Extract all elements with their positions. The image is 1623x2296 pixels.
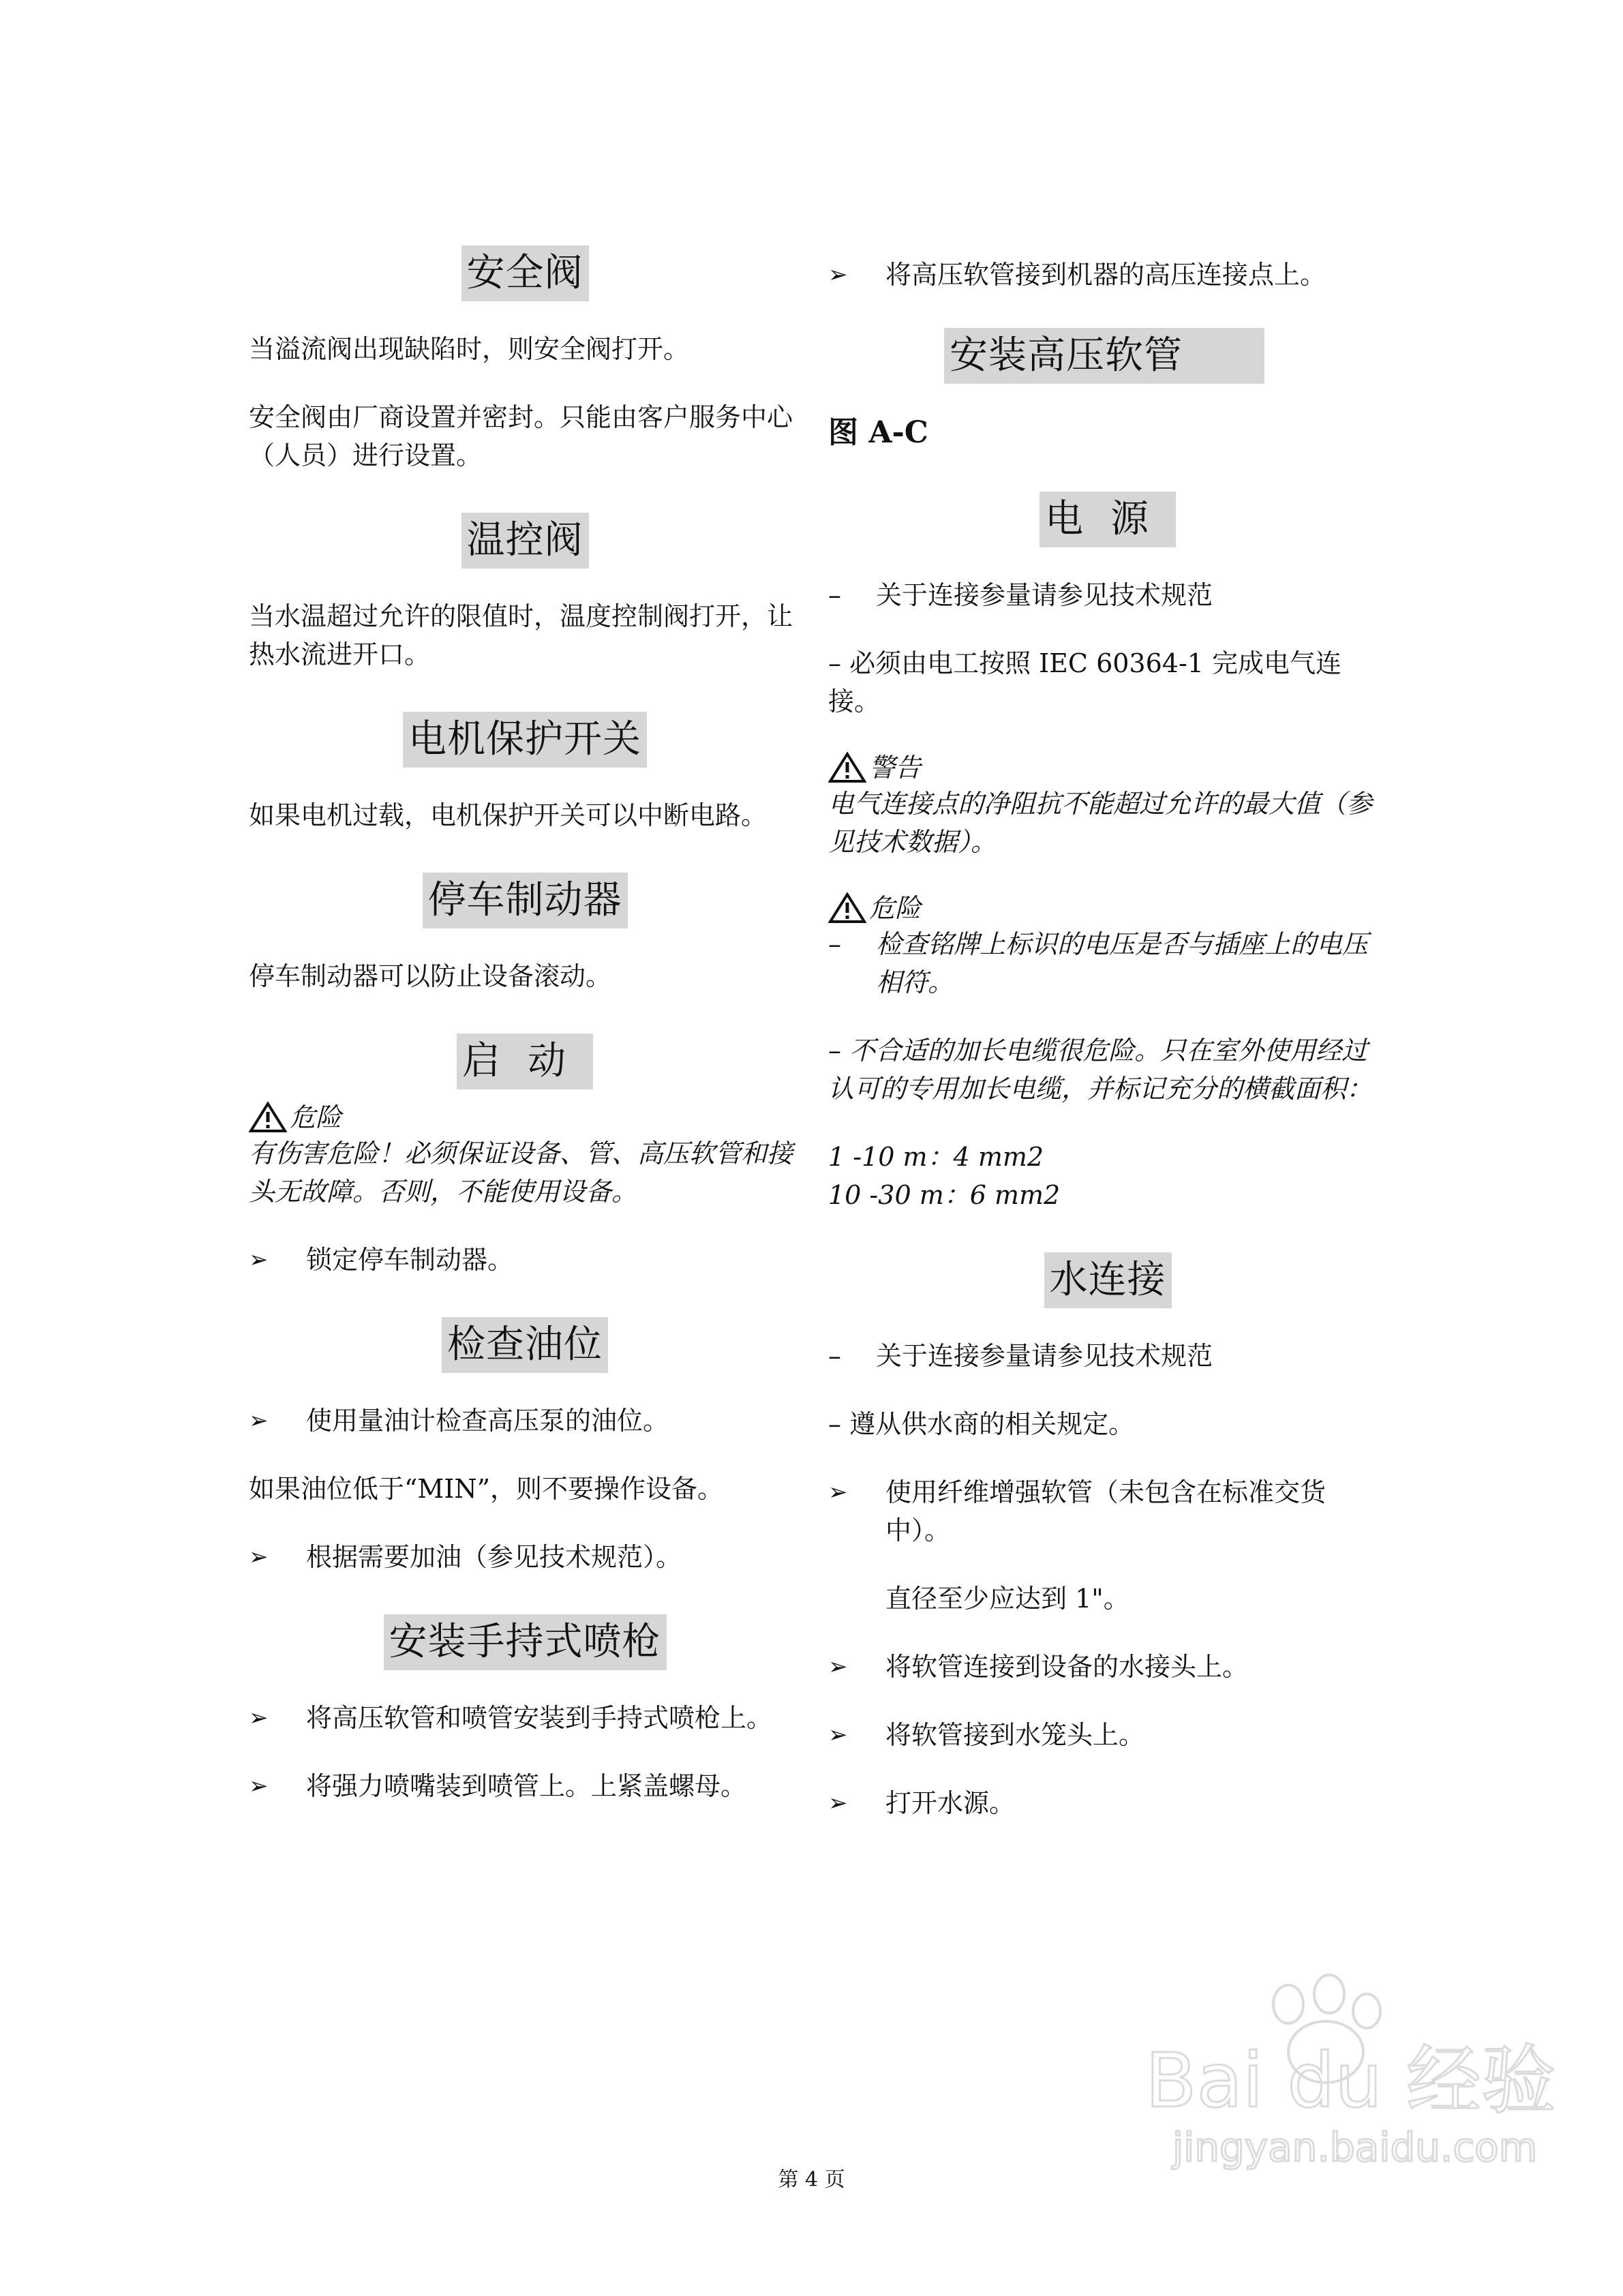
heading-safety-valve: 安全阀 bbox=[461, 245, 589, 301]
bullet-item: ➢ 锁定停车制动器。 bbox=[249, 1241, 801, 1279]
danger-notice-title bbox=[249, 1100, 801, 1134]
heading-oil-level: 检查油位 bbox=[442, 1317, 608, 1373]
dash-item: – 关于连接参量请参见技术规范 bbox=[828, 1341, 1213, 1371]
bullet-item: ➢ 将高压软管和喷管安装到手持式喷枪上。 bbox=[249, 1699, 801, 1737]
bullet-arrow-icon: ➢ bbox=[249, 1704, 269, 1732]
heading-start: 启动 bbox=[457, 1033, 593, 1089]
bullet-arrow-icon: ➢ bbox=[249, 1246, 269, 1273]
bullet-item: ➢ 将高压软管接到机器的高压连接点上。 bbox=[828, 256, 1387, 294]
paragraph: 当水温超过允许的限值时，温度控制阀打开，让热水流进开口。 bbox=[249, 601, 793, 669]
heading-water-connection: 水连接 bbox=[1044, 1252, 1172, 1308]
paragraph: 安全阀由厂商设置并密封。只能由客户服务中心（人员）进行设置。 bbox=[249, 402, 793, 470]
section-parking-brake bbox=[249, 873, 801, 995]
warning-notice-title bbox=[828, 751, 1387, 785]
danger-text: – 不合适的加长电缆很危险。只在室外使用经过认可的专用加长电缆，并标记充分的横截面积： bbox=[828, 1036, 1373, 1104]
watermark-brand: Bai du 经验 bbox=[1145, 2037, 1556, 2124]
section-thermo-valve bbox=[249, 513, 801, 674]
section-water-connection bbox=[828, 1252, 1387, 1822]
warning-triangle-icon bbox=[828, 752, 866, 783]
bullet-item: ➢ 使用纤维增强软管（未包含在标准交货中）。 bbox=[828, 1473, 1387, 1550]
bullet-arrow-icon: ➢ bbox=[249, 1543, 269, 1571]
cable-spec: 1 -10 m：4 mm2 bbox=[828, 1142, 1044, 1172]
section-install-hose bbox=[828, 328, 1387, 453]
bullet-item: ➢ 将强力喷嘴装到喷管上。上紧盖螺母。 bbox=[249, 1767, 801, 1805]
figure-reference: 图 A-C bbox=[828, 415, 928, 450]
indented-note: 直径至少应达到 1"。 bbox=[885, 1584, 1129, 1614]
warning-triangle-icon bbox=[828, 892, 866, 924]
bullet-item: ➢ 打开水源。 bbox=[828, 1784, 1387, 1822]
bullet-item: ➢ 使用量油计检查高压泵的油位。 bbox=[249, 1402, 801, 1440]
left-column bbox=[249, 245, 801, 1843]
bullet-arrow-icon: ➢ bbox=[828, 1653, 848, 1680]
warning-label: 警告 bbox=[869, 753, 922, 783]
danger-notice-title bbox=[828, 891, 1387, 925]
bullet-item: ➢ 将软管接到水笼头上。 bbox=[828, 1716, 1387, 1754]
heading-power: 电源 bbox=[1040, 492, 1176, 547]
watermark-url: jingyan.baidu.com bbox=[1172, 2124, 1538, 2171]
cable-spec-list bbox=[828, 1138, 1387, 1214]
warning-triangle-icon bbox=[249, 1102, 287, 1133]
section-power bbox=[828, 492, 1387, 1214]
bullet-arrow-icon: ➢ bbox=[828, 1721, 848, 1749]
right-column bbox=[828, 256, 1387, 1860]
section-oil-level bbox=[249, 1317, 801, 1576]
paragraph: 如果电机过载，电机保护开关可以中断电路。 bbox=[249, 800, 768, 830]
danger-label: 危险 bbox=[290, 1102, 342, 1132]
bullet-arrow-icon: ➢ bbox=[828, 1789, 848, 1817]
bullet-arrow-icon: ➢ bbox=[828, 261, 848, 288]
section-safety-valve bbox=[249, 245, 801, 474]
heading-hand-gun: 安装手持式喷枪 bbox=[384, 1614, 667, 1670]
dash-item: – 关于连接参量请参见技术规范 bbox=[828, 580, 1213, 610]
bullet-arrow-icon: ➢ bbox=[249, 1772, 269, 1800]
cable-spec: 10 -30 m：6 mm2 bbox=[828, 1180, 1061, 1210]
bullet-item: ➢ 根据需要加油（参见技术规范）。 bbox=[249, 1538, 801, 1576]
section-motor-protection bbox=[249, 712, 801, 834]
section-hand-gun bbox=[249, 1614, 801, 1805]
heading-install-hose: 安装高压软管 bbox=[944, 328, 1264, 384]
paragraph: – 必须由电工按照 IEC 60364-1 完成电气连接。 bbox=[828, 648, 1342, 716]
paragraph: 停车制动器可以防止设备滚动。 bbox=[249, 961, 612, 991]
baidu-watermark bbox=[1132, 1963, 1568, 2175]
dash-item: – 检查铭牌上标识的电压是否与插座上的电压相符。 bbox=[828, 929, 1369, 997]
danger-text: 有伤害危险！必须保证设备、管、高压软管和接头无故障。否则，不能使用设备。 bbox=[249, 1138, 793, 1207]
bullet-arrow-icon: ➢ bbox=[828, 1479, 848, 1506]
paragraph: – 遵从供水商的相关规定。 bbox=[828, 1409, 1135, 1439]
paragraph: 如果油位低于“MIN”，则不要操作设备。 bbox=[249, 1474, 724, 1504]
paragraph: 当溢流阀出现缺陷时，则安全阀打开。 bbox=[249, 334, 690, 364]
section-start bbox=[249, 1033, 801, 1279]
page-number: 第 4 页 bbox=[778, 2168, 845, 2192]
heading-motor-protection: 电机保护开关 bbox=[403, 712, 647, 768]
bullet-item: ➢ 将软管连接到设备的水接头上。 bbox=[828, 1648, 1387, 1686]
heading-parking-brake: 停车制动器 bbox=[423, 873, 628, 928]
heading-thermo-valve: 温控阀 bbox=[461, 513, 589, 569]
warning-text: 电气连接点的净阻抗不能超过允许的最大值（参见技术数据）。 bbox=[828, 789, 1373, 857]
bullet-arrow-icon: ➢ bbox=[249, 1407, 269, 1434]
danger-label: 危险 bbox=[869, 893, 922, 923]
